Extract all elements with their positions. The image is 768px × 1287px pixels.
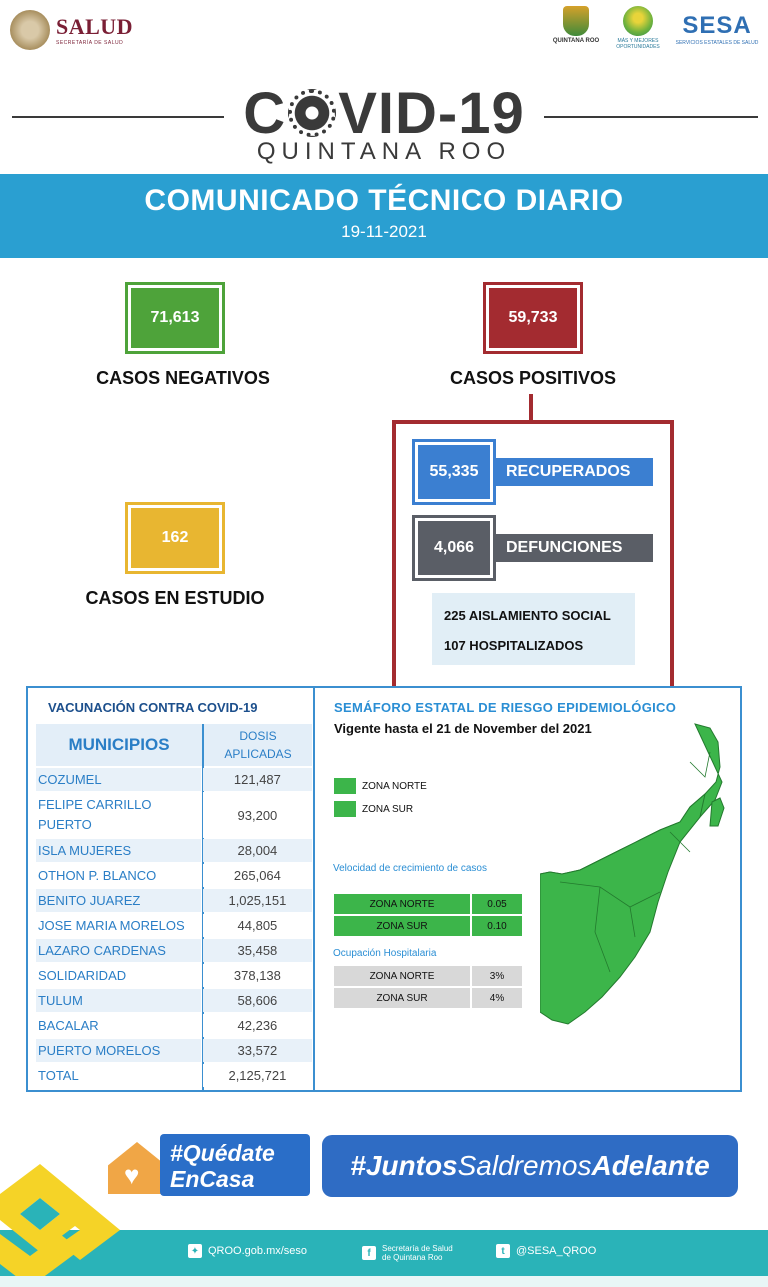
- salud-logo-text: SALUD: [56, 14, 134, 39]
- recuperados-bar: [490, 458, 653, 486]
- municipio-cell: COZUMEL: [36, 768, 201, 791]
- decorative-logo-icon: [0, 1164, 120, 1287]
- aislamiento-text: 225 AISLAMIENTO SOCIAL: [444, 608, 611, 623]
- velocidad-row: [334, 916, 522, 936]
- title-rest: VID-19: [338, 81, 525, 146]
- map-zona-sur: [540, 794, 705, 1024]
- estudio-box: 162: [128, 505, 222, 571]
- positivos-extra-box: [432, 593, 635, 665]
- valor-cell: 0.10: [472, 916, 522, 936]
- semaforo-vigente: Vigente hasta el 21 de November del 2021: [334, 721, 592, 736]
- valor-cell: 0.05: [472, 894, 522, 914]
- footer-facebook[interactable]: [362, 1244, 453, 1262]
- table-row: [36, 768, 312, 791]
- dosis-cell: 42,236: [203, 1014, 312, 1037]
- valor-cell: 3%: [472, 966, 522, 986]
- municipio-cell: TOTAL: [36, 1064, 201, 1087]
- municipio-cell: SOLIDARIDAD: [36, 964, 201, 987]
- banner-title: COMUNICADO TÉCNICO DIARIO: [144, 184, 624, 217]
- zona-cell: ZONA NORTE: [334, 894, 470, 914]
- municipio-cell: BENITO JUAREZ: [36, 889, 201, 912]
- dosis-cell: 58,606: [203, 989, 312, 1012]
- zona-cell: ZONA SUR: [334, 916, 470, 936]
- virus-icon: [288, 89, 336, 137]
- adelante-word: Adelante: [591, 1150, 710, 1181]
- legend-zona-sur: [334, 801, 413, 817]
- heart-icon: ♥: [124, 1160, 140, 1190]
- municipio-cell: PUERTO MORELOS: [36, 1039, 201, 1062]
- footer-facebook-text[interactable]: [382, 1244, 453, 1262]
- quedate-en-casa-badge: [108, 1134, 308, 1196]
- footer-facebook-line1: Secretaría de Salud: [382, 1244, 453, 1253]
- positivos-connector: [529, 394, 533, 422]
- banner-date: 19-11-2021: [341, 222, 427, 241]
- title-letter-c: C: [243, 81, 287, 146]
- vacunacion-title: VACUNACIÓN CONTRA COVID-19: [48, 700, 258, 715]
- twitter-icon: t: [496, 1244, 510, 1258]
- dosis-cell: 28,004: [203, 839, 312, 862]
- sesa-logo: [672, 12, 762, 46]
- legend-label: ZONA SUR: [362, 803, 414, 815]
- salud-logo-sub: SECRETARÍA DE SALUD: [56, 40, 124, 46]
- dosis-cell: 33,572: [203, 1039, 312, 1062]
- semaforo-title: SEMÁFORO ESTATAL DE RIESGO EPIDEMIOLÓGICO: [334, 700, 677, 715]
- quintana-roo-logo: [546, 6, 606, 44]
- page-subtitle: QUINTANA ROO: [256, 138, 512, 165]
- dosis-cell: 93,200: [203, 792, 312, 838]
- dosis-cell: 44,805: [203, 914, 312, 937]
- legend-swatch: [334, 778, 356, 794]
- dosis-header: [204, 724, 312, 766]
- juntos-saldremos-badge: [322, 1135, 738, 1197]
- recuperados-label: RECUPERADOS: [506, 463, 631, 480]
- dosis-cell: 2,125,721: [203, 1064, 312, 1087]
- positivos-label: CASOS POSITIVOS: [449, 368, 617, 388]
- mas-oportunidades-logo: [612, 6, 664, 50]
- municipio-cell: TULUM: [36, 989, 201, 1012]
- valor-cell: 4%: [472, 988, 522, 1008]
- table-row-total: [36, 1064, 312, 1087]
- bottom-strip: [0, 1276, 768, 1287]
- footer-twitter[interactable]: [496, 1244, 596, 1258]
- positivos-box: 59,733: [486, 285, 580, 351]
- sesa-logo-sub: SERVICIOS ESTATALES DE SALUD: [675, 40, 759, 46]
- national-seal-icon: [10, 10, 50, 50]
- table-row: [36, 964, 312, 987]
- legend-label: ZONA NORTE: [362, 780, 427, 792]
- table-row: [36, 864, 312, 887]
- map-cozumel-island: [710, 798, 724, 826]
- dosis-cell: 35,458: [203, 939, 312, 962]
- table-row: [36, 914, 312, 937]
- estudio-label: CASOS EN ESTUDIO: [85, 588, 265, 608]
- defunciones-box: 4,066: [415, 518, 493, 578]
- mas-logo-text: MÁS Y MEJORES OPORTUNIDADES: [616, 38, 660, 50]
- municipios-header: MUNICIPIOS: [36, 724, 202, 766]
- dosis-header-line1: DOSIS: [239, 729, 277, 743]
- municipio-cell: OTHON P. BLANCO: [36, 864, 201, 887]
- quintana-roo-logo-text: QUINTANA ROO: [552, 38, 600, 44]
- salud-logo: [10, 10, 133, 50]
- hospitalizados-text: 107 HOSPITALIZADOS: [444, 638, 584, 653]
- velocidad-title: Velocidad de crecimiento de casos: [333, 863, 487, 874]
- zona-cell: ZONA SUR: [334, 988, 470, 1008]
- footer-facebook-line2: de Quintana Roo: [382, 1253, 443, 1262]
- defunciones-label: DEFUNCIONES: [506, 539, 623, 556]
- table-row: [36, 989, 312, 1012]
- saldremos-word: Saldremos: [457, 1150, 592, 1181]
- tree-icon: [623, 6, 653, 36]
- municipio-cell: FELIPE CARRILLO PUERTO: [36, 792, 201, 838]
- table-row: [36, 1039, 312, 1062]
- dosis-cell: 265,064: [203, 864, 312, 887]
- zona-cell: ZONA NORTE: [334, 966, 470, 986]
- state-shield-icon: [563, 6, 589, 36]
- quedate-line1: #Quédate: [170, 1140, 275, 1166]
- negativos-label: CASOS NEGATIVOS: [96, 368, 270, 388]
- table-row: [36, 889, 312, 912]
- report-banner: [0, 174, 768, 258]
- dosis-cell: 1,025,151: [203, 889, 312, 912]
- legend-swatch: [334, 801, 356, 817]
- dosis-header-line2: APLICADAS: [224, 747, 292, 761]
- panel-divider: [313, 688, 315, 1090]
- ocupacion-title: Ocupación Hospitalaria: [333, 948, 437, 959]
- table-row: [36, 839, 312, 862]
- municipio-cell: ISLA MUJERES: [36, 839, 201, 862]
- recuperados-box: 55,335: [415, 442, 493, 502]
- footer-website-text[interactable]: QROO.gob.mx/seso: [208, 1245, 308, 1257]
- velocidad-row: [334, 894, 522, 914]
- municipio-cell: LAZARO CARDENAS: [36, 939, 201, 962]
- negativos-box: 71,613: [128, 285, 222, 351]
- ocupacion-row: [334, 966, 522, 986]
- municipio-cell: JOSE MARIA MORELOS: [36, 914, 201, 937]
- table-row: [36, 939, 312, 962]
- facebook-icon: f: [362, 1246, 376, 1260]
- table-row: [36, 792, 312, 838]
- footer-twitter-text[interactable]: @SESA_QROO: [516, 1245, 597, 1257]
- dosis-cell: 121,487: [203, 768, 312, 791]
- defunciones-bar: [490, 534, 653, 562]
- qroo-leaf-icon: ✦: [188, 1244, 202, 1258]
- footer-website[interactable]: [188, 1244, 307, 1258]
- table-row: [36, 1014, 312, 1037]
- quedate-line2: EnCasa: [170, 1166, 255, 1192]
- dosis-cell: 378,138: [203, 964, 312, 987]
- municipio-cell: BACALAR: [36, 1014, 201, 1037]
- legend-zona-norte: [334, 778, 427, 794]
- quedate-tag: [160, 1134, 310, 1196]
- quintana-roo-map: [540, 722, 730, 1032]
- ocupacion-row: [334, 988, 522, 1008]
- juntos-word: #Juntos: [350, 1150, 458, 1181]
- sesa-logo-text: SESA: [682, 12, 752, 39]
- page-title: [0, 80, 768, 147]
